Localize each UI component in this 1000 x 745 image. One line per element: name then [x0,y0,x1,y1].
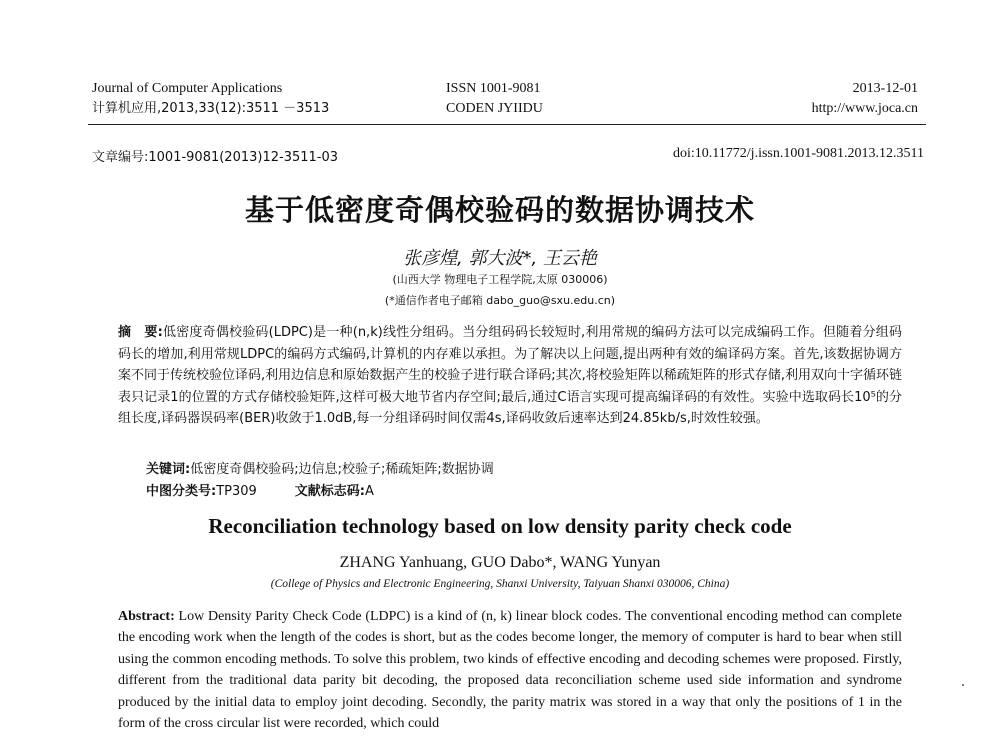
abstract-cn-text: 低密度奇偶校验码(LDPC)是一种(n,k)线性分组码。当分组码码长较短时,利用常规的编码方法可以完成编码工作。但随着分组码码长的增加,利用常规LDPC的编码方式编码,计算机的内存难以承担。为了解决以上问题,提出两种有效的编译码方案。首先,该数据协调方案不同于传统校验位译码,利用边信息和原始数据产生的校验子进行联合译码;其次,将校验矩阵以稀疏矩阵的形式存储,利用双向十字循环链表只记录1的位置的方式存储校验矩阵,这样可极大地节省内存空间;最后,通过C语言实现可提高编译码的有效性。实验中选取码长10⁵的分组长度,译码器误码率(BER)收敛于1.0dB,每一分组译码时间仅需4s,译码收敛后速率达到24.85kb/s,时效性较强。 [118,325,902,427]
affiliation-en: (College of Physics and Electronic Engineering, Shanxi University, Taiyuan Shanxi 030006, China) [270,578,730,590]
abstract-en [118,606,902,734]
doc-code-label: 文献标志码: [294,484,365,499]
doi[interactable]: doi:10.11772/j.issn.1001-9081.2013.12.3511 [673,146,924,161]
header-rule [88,124,926,125]
title-cn: 基于低密度奇偶校验码的数据协调技术 [244,193,755,227]
coden: CODEN JYIIDU [446,101,543,116]
clc-value: TP309 [216,484,257,499]
journal-citation-cn: 计算机应用,2013,33(12):3511 －3513 [92,101,330,116]
keywords-cn-text: 低密度奇偶校验码;边信息;校验子;稀疏矩阵;数据协调 [190,462,494,477]
authors-en: ZHANG Yanhuang, GUO Dabo*, WANG Yunyan [339,554,661,571]
issn: ISSN 1001-9081 [446,81,541,96]
abstract-cn [118,322,902,430]
abstract-en-text: Low Density Parity Check Code (LDPC) is a kind of (n, k) linear block codes. The conventional encoding method can complete the encoding work when the length of the codes is short, but as the codes become longer, the memory of computer is hard to bear when still using the common encoding methods. To solve this problem, two kinds of effective encoding and decoding schemes were proposed. Firstly, different from the traditional data parity bit decoding, the proposed data reconciliation scheme used side information and syndrome produced by the initial data to employ joint decoding. Secondly, the parity matrix was stored in a way that only the positions of 1 in the form of the cross circular list were recorded, which could [118,609,903,732]
email-cn: (*通信作者电子邮箱 dabo_guo@sxu.edu.cn) [384,294,616,307]
article-number: 文章编号:1001-9081(2013)12-3511-03 [92,150,339,165]
scan-speck [962,684,964,686]
abstract-cn-label: 摘 要: [118,325,163,340]
abstract-en-label: Abstract: [118,609,175,624]
affiliation-cn: (山西大学 物理电子工程学院,太原 030006) [392,273,608,286]
publication-date: 2013-12-01 [852,81,918,96]
keywords-cn-label: 关键词: [146,462,191,477]
classification-line [146,482,374,502]
journal-name-en: Journal of Computer Applications [92,81,283,96]
journal-url[interactable]: http://www.joca.cn [811,101,918,116]
doc-code-value: A [365,484,374,499]
keywords-cn [146,460,494,480]
title-en: Reconciliation technology based on low density parity check code [208,514,792,538]
clc-label: 中图分类号: [146,484,217,499]
authors-cn: 张彦煌, 郭大波*, 王云艳 [403,248,597,269]
